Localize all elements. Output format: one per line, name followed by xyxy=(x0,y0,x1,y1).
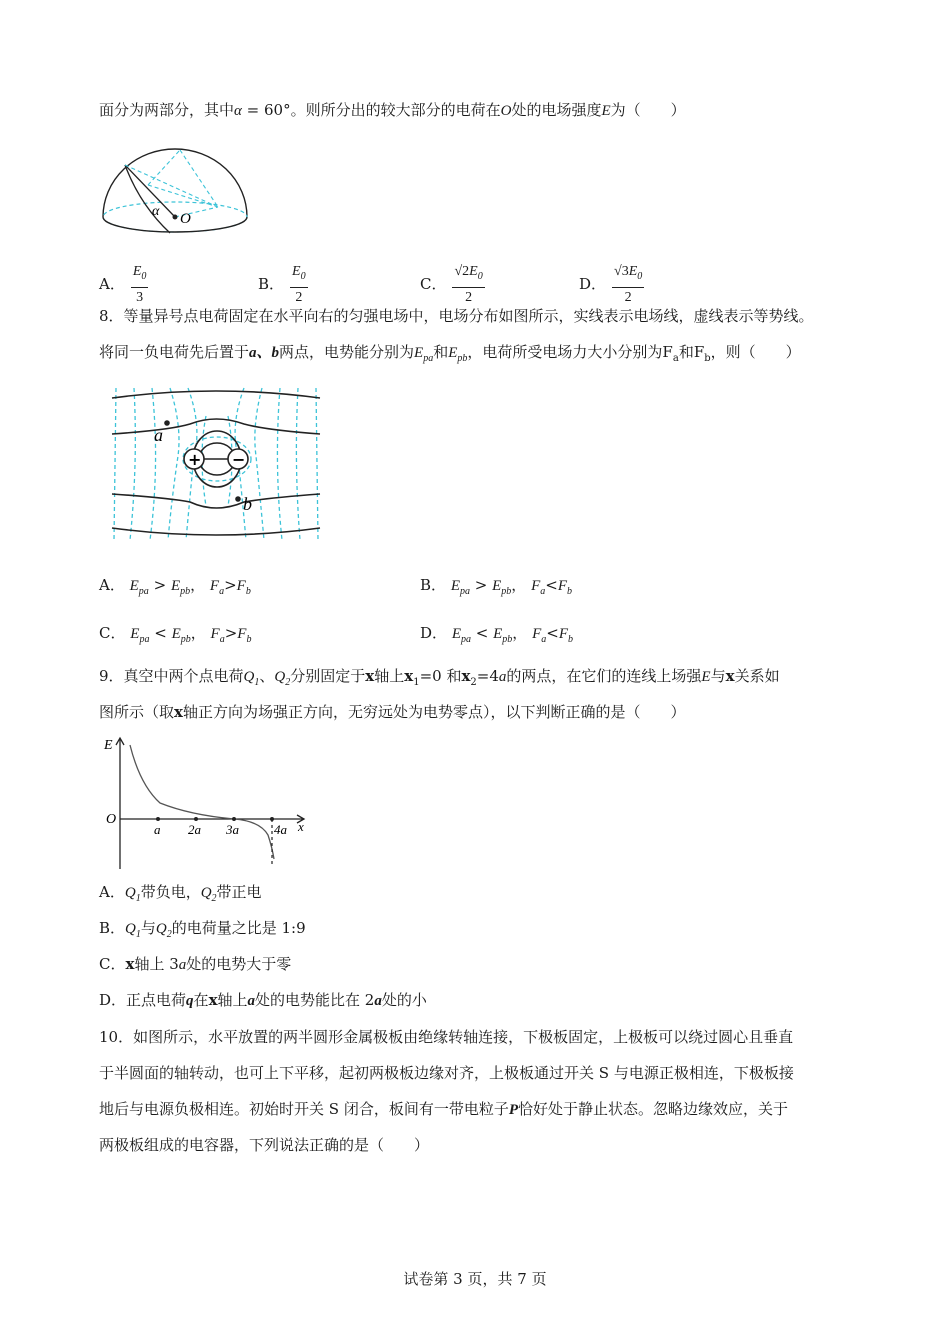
fraction: $\frac{√2E_0}{2}$ xyxy=(454,264,483,305)
fraction: $\frac{E_0}{3}$ xyxy=(132,264,147,305)
point-a xyxy=(164,420,170,426)
q8-option-d[interactable]: D． $E_{pa} < E_{pb}$， $F_a<F_b$ xyxy=(420,624,573,645)
q9-option-a[interactable]: A．$Q_1$带负电，$Q_2$带正电 xyxy=(99,883,262,904)
q9-option-c[interactable]: C．x轴上 3a处的电势大于零 xyxy=(99,955,292,973)
q8-stem-line2: 将同一负电荷先后置于a、b两点，电势能分别为$E_{pa}$和$E_{pb}$，电荷所受电场力大小分别为$F_a$和$F_b$，则（ ） xyxy=(99,343,801,364)
svg-text:a: a xyxy=(154,822,161,837)
q8-option-b[interactable]: B． $E_{pa} > E_{pb}$， $F_a<F_b$ xyxy=(420,576,572,597)
fraction: $\frac{E_0}{2}$ xyxy=(292,264,306,305)
svg-text:−: − xyxy=(232,450,246,469)
q10-stem-line2: 于半圆面的轴转动，也可上下平移，起初两极板边缘对齐，上极板通过开关 S 与电源正极相连，下极板接 xyxy=(99,1064,794,1082)
svg-text:2a: 2a xyxy=(188,822,201,837)
svg-text:x: x xyxy=(298,819,304,834)
q9-option-b[interactable]: B．$Q_1$与$Q_2$的电荷量之比是 1:9 xyxy=(99,919,306,940)
dashed-lines xyxy=(125,150,218,217)
q9-option-d[interactable]: D．正点电荷q在x轴上a处的电势能比在 2a处的小 xyxy=(99,991,427,1009)
label-b: b xyxy=(243,494,252,514)
page-footer: 试卷第 3 页，共 7 页 xyxy=(403,1270,547,1288)
svg-text:4a: 4a xyxy=(274,822,287,837)
cut-line-1 xyxy=(125,165,175,217)
svg-text:3a: 3a xyxy=(226,822,239,837)
o-label: O xyxy=(180,211,191,227)
q8-option-a[interactable]: A． $E_{pa} > E_{pb}$， $F_a>F_b$ xyxy=(99,576,251,597)
q7-stem: 面分为两部分，其中α = 60°。则所分出的较大部分的电荷在O处的电场强度E为（ ） xyxy=(99,101,686,119)
tick-labels xyxy=(154,819,304,837)
e-curve xyxy=(130,745,274,859)
q10-stem-line1: 10．如图所示，水平放置的两半圆形金属极板由绝缘转轴连接，下极板固定，上极板可以绕过圆心且垂直 xyxy=(99,1028,794,1046)
fraction: $\frac{√3E_0}{2}$ xyxy=(614,264,643,305)
q7-option-c[interactable]: C． $\frac{√2E_0}{2}$ xyxy=(420,262,485,308)
alpha-label: α xyxy=(152,204,160,219)
equipotential-lines xyxy=(114,388,318,540)
point-b xyxy=(235,496,241,502)
svg-text:+: + xyxy=(188,450,202,469)
hemisphere-figure xyxy=(100,145,250,235)
center-point xyxy=(173,215,178,220)
q8-option-c[interactable]: C． $E_{pa} < E_{pb}$， $F_a>F_b$ xyxy=(99,624,252,645)
q7-option-d[interactable]: D． $\frac{√3E_0}{2}$ xyxy=(579,262,644,308)
label-a: a xyxy=(154,425,163,445)
q7-option-a[interactable]: A． $\frac{E_0}{3}$ xyxy=(99,262,148,308)
q9-stem-line1: 9．真空中两个点电荷$Q_1$、$Q_2$分别固定于x轴上$x_1=0$ 和$x_2=4a$的两点，在它们的连线上场强E与x关系如 xyxy=(99,667,780,688)
q8-stem-line1: 8．等量异号点电荷固定在水平向右的匀强电场中，电场分布如图所示，实线表示电场线，虚线表示等势线。 xyxy=(99,307,814,325)
field-figure xyxy=(110,386,322,542)
q10-stem-line3: 地后与电源负极相连。初始时开关 S 闭合，板间有一带电粒子P恰好处于静止状态。忽略边缘效应，关于 xyxy=(99,1100,789,1118)
origin-label: O xyxy=(106,812,117,827)
axis-label-e: E xyxy=(104,738,113,753)
e-x-graph xyxy=(100,735,312,871)
q7-option-b[interactable]: B． $\frac{E_0}{2}$ xyxy=(258,262,308,308)
q9-stem-line2: 图所示（取x轴正方向为场强正方向，无穷远处为电势零点），以下判断正确的是（ ） xyxy=(99,703,686,721)
q10-stem-line4: 两极板组成的电容器，下列说法正确的是（ ） xyxy=(99,1136,430,1154)
field-lines xyxy=(112,391,320,535)
